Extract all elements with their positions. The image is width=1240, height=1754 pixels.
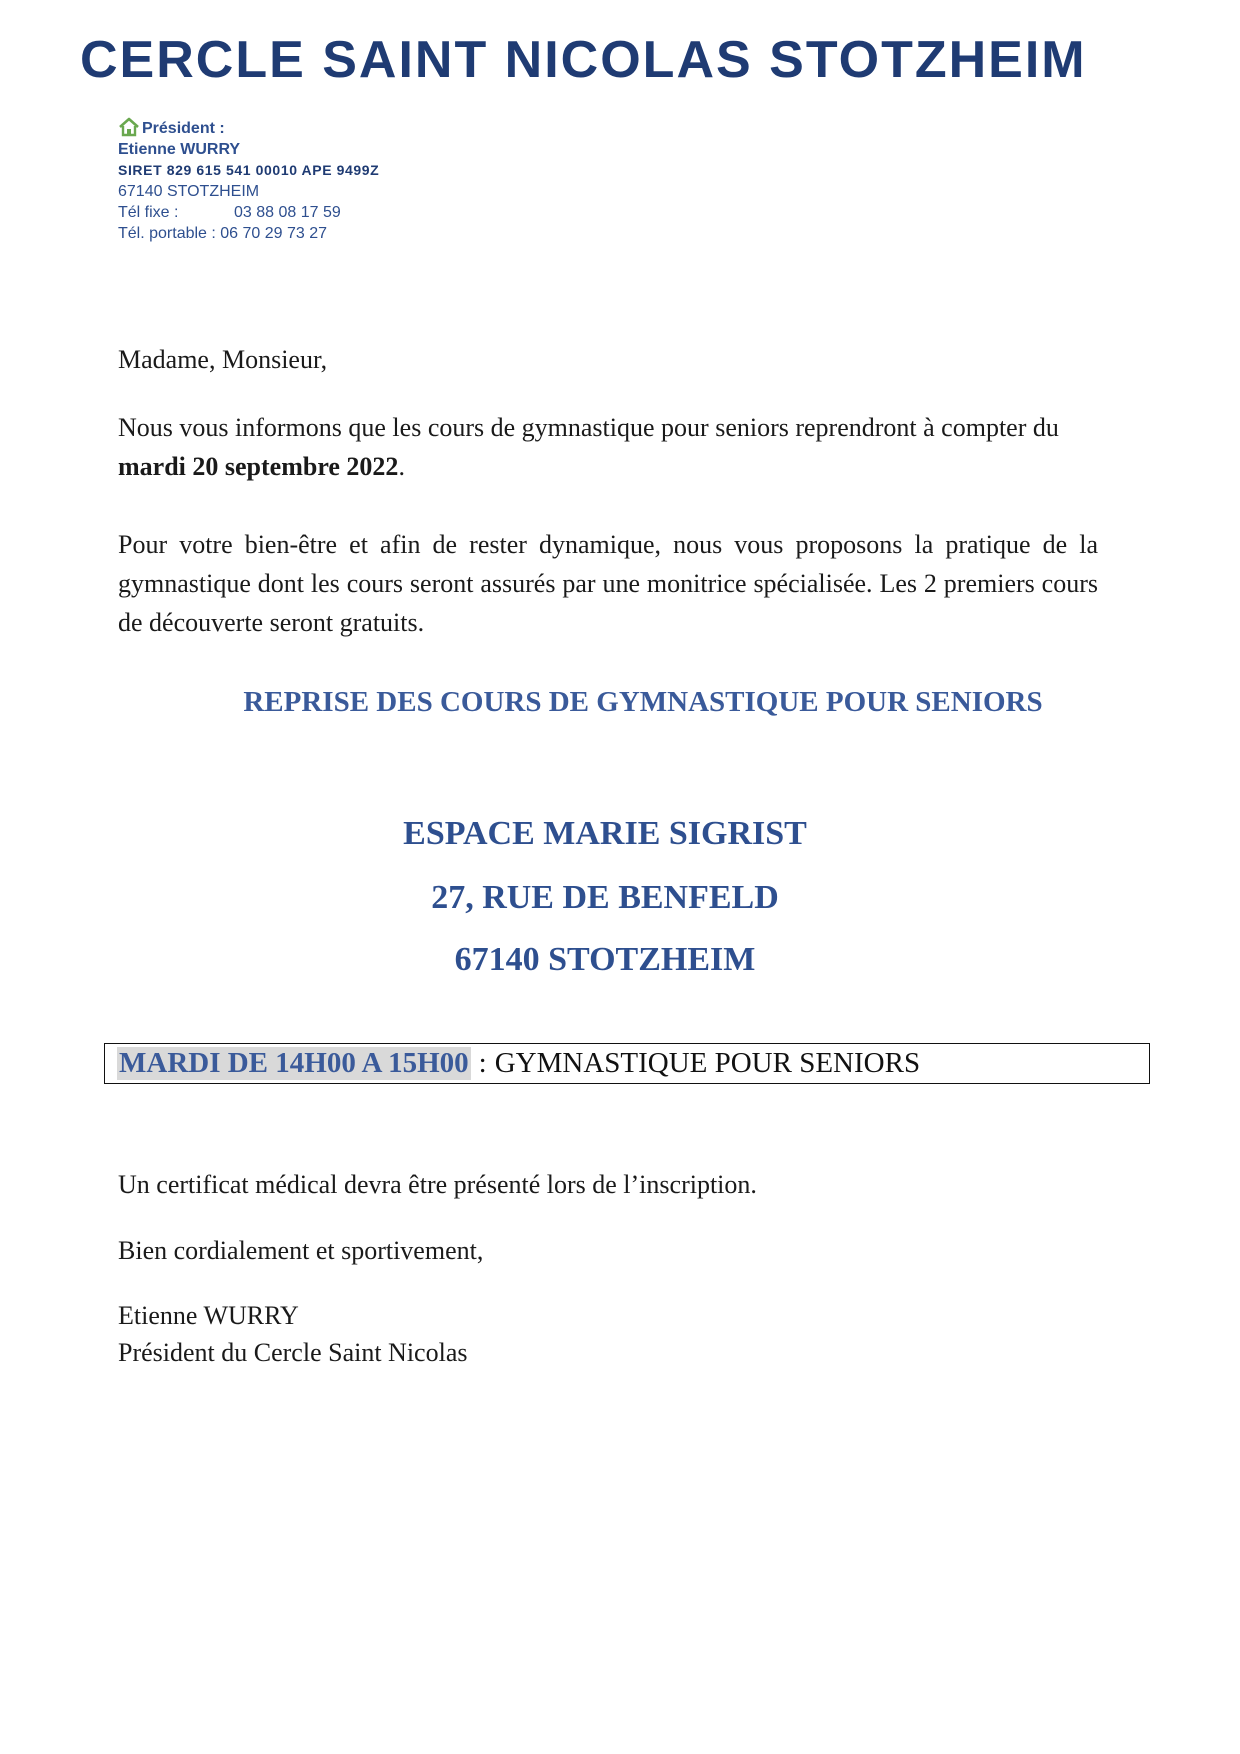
signature-block [118, 1297, 1098, 1371]
tel-fixe-number: 03 88 08 17 59 [234, 204, 341, 221]
schedule-time: MARDI DE 14H00 A 15H00 [119, 1047, 469, 1079]
signature-title: Président du Cercle Saint Nicolas [118, 1338, 468, 1367]
greeting: Madame, Monsieur, [118, 345, 328, 374]
start-date: mardi 20 septembre 2022 [118, 452, 399, 481]
tel-fixe-label: Tél fixe : [118, 204, 179, 221]
venue-street: 27, RUE DE BENFELD [431, 879, 779, 916]
contact-city: 67140 STOTZHEIM [118, 183, 260, 200]
siret-number: SIRET 829 615 541 00010 APE 9499Z [118, 162, 380, 178]
certificate-note: Un certificat médical devra être présenté lors de l’inscription. [118, 1170, 757, 1199]
venue-name: ESPACE MARIE SIGRIST [403, 815, 807, 852]
contact-block [118, 118, 379, 244]
president-name: Etienne WURRY [118, 141, 241, 158]
reprise-heading: REPRISE DES COURS DE GYMNASTIQUE POUR SENIORS [243, 686, 1043, 718]
announcement-end: . [398, 452, 405, 481]
letterhead-title: CERCLE SAINT NICOLAS STOTZHEIM [80, 31, 1087, 89]
signature-name: Etienne WURRY [118, 1301, 299, 1330]
proposal-paragraph: Pour votre bien-être et afin de rester dynamique, nous vous proposons la pratique de la gymnastique dont les cours seront assurés par une monitrice spécialisée. Les 2 premiers cours de découverte seront gratuits. [118, 530, 1098, 637]
venue-city: 67140 STOTZHEIM [454, 941, 756, 978]
tel-fixe-row [118, 202, 379, 223]
president-role-label: Président : [142, 120, 225, 137]
tel-portable: Tél. portable : 06 70 29 73 27 [118, 225, 328, 242]
home-icon [118, 116, 140, 138]
schedule-box [104, 1043, 1150, 1084]
president-role-line [118, 118, 379, 139]
schedule-activity: GYMNASTIQUE POUR SENIORS [494, 1047, 921, 1079]
schedule-separator: : [478, 1047, 487, 1079]
announcement-paragraph [118, 408, 1098, 486]
announcement-text: Nous vous informons que les cours de gymnastique pour seniors reprendront à compter du [118, 413, 1059, 442]
closing-line: Bien cordialement et sportivement, [118, 1236, 484, 1265]
